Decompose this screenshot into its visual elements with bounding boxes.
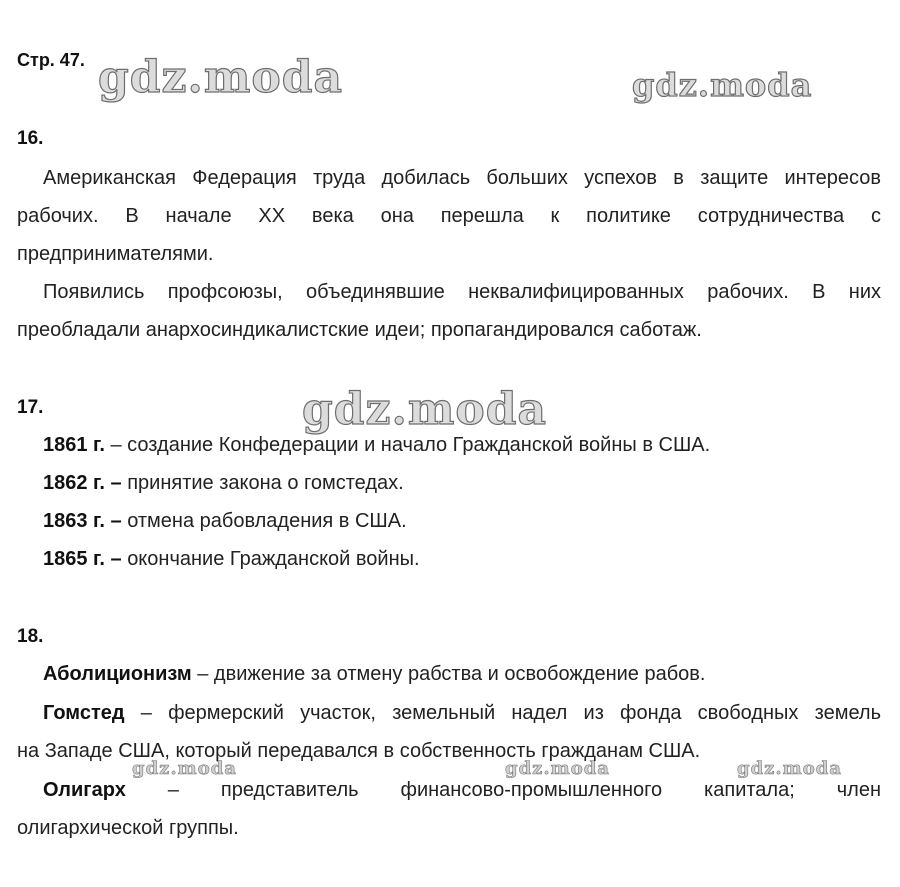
term-homestead-line-2: на Западе США, который передавался в собственность гражданам США. [17, 740, 701, 762]
event-year: 1863 г. – [43, 510, 122, 532]
watermark-top-left: gdz.moda [98, 52, 344, 103]
section-16-paragraph-1-line-3: предпринимателями. [17, 243, 214, 265]
watermark-top-right: gdz.moda [632, 66, 813, 104]
section-16-paragraph-1-line-1: Американская Федерация труда добилась больших успехов в защите интересов [43, 167, 881, 189]
section-16-paragraph-1-line-2: рабочих. В начале XX века она перешла к политике сотрудничества с [17, 205, 881, 227]
event-year: 1861 г. [43, 434, 105, 456]
term-homestead-line-1 [17, 694, 881, 732]
event-1863 [17, 502, 881, 540]
event-text: – создание Конфедерации и начало Гражданской войны в США. [110, 434, 711, 456]
term-oligarch-line-2: олигархической группы. [17, 817, 239, 839]
section-16-paragraph-2-line-1: Появились профсоюзы, объединявшие неквалифицированных рабочих. В них [43, 281, 881, 303]
section-16-paragraph-2-line-2: преобладали анархосиндикалистские идеи; пропагандировался саботаж. [17, 319, 702, 341]
term-definition: – движение за отмену рабства и освобождение рабов. [197, 663, 706, 685]
event-1861 [17, 426, 881, 464]
event-1865 [17, 540, 881, 578]
event-text: отмена рабовладения в США. [127, 510, 407, 532]
term-name: Аболиционизм [43, 663, 192, 685]
term-definition: – фермерский участок, земельный надел из фонда свободных земель [140, 702, 881, 724]
term-name: Гомстед [43, 702, 125, 724]
term-name: Олигарх [43, 779, 126, 801]
event-text: принятие закона о гомстедах. [127, 472, 404, 494]
watermark-middle: gdz.moda [302, 384, 548, 435]
event-year: 1865 г. – [43, 548, 122, 570]
watermark-bottom-left: gdz.moda [132, 758, 237, 779]
term-oligarch-line-1 [17, 771, 881, 809]
section-17-number: 17. [17, 397, 44, 418]
term-definition: – представитель финансово-промышленного капитала; член [167, 779, 881, 801]
section-18-number: 18. [17, 626, 44, 647]
page-label: Стр. 47. [17, 50, 85, 70]
event-1862 [17, 464, 881, 502]
section-16-number: 16. [17, 128, 44, 149]
term-abolitionism [17, 655, 881, 693]
watermark-bottom-right: gdz.moda [737, 758, 842, 779]
event-year: 1862 г. – [43, 472, 122, 494]
watermark-bottom-center: gdz.moda [505, 758, 610, 779]
event-text: окончание Гражданской войны. [127, 548, 420, 570]
